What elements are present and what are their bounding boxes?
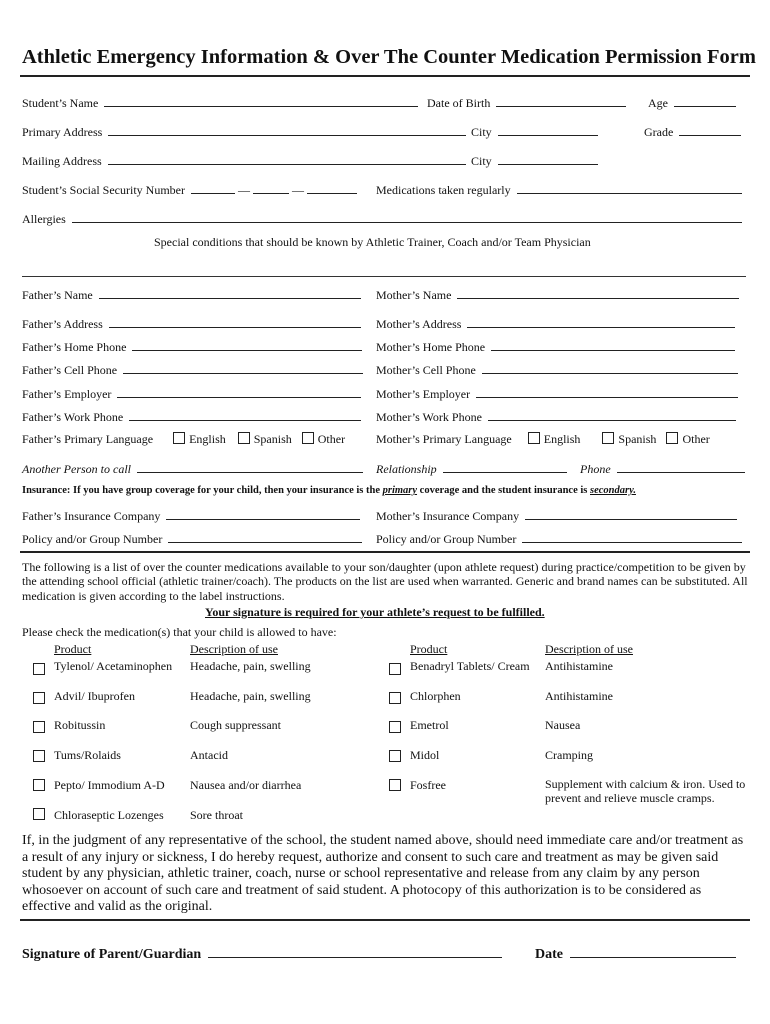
- ssn-label: Student’s Social Security Number: [22, 183, 185, 197]
- med-description: Antihistamine: [545, 689, 613, 703]
- mother-cell-phone-field[interactable]: [482, 362, 738, 374]
- mother-work-phone-label: Mother’s Work Phone: [376, 410, 482, 424]
- father-insurance-field[interactable]: [166, 508, 360, 520]
- medications-label: Medications taken regularly: [376, 183, 511, 197]
- right-product-header: Product: [410, 642, 448, 656]
- left-description-header: Description of use: [190, 642, 278, 656]
- father-english-checkbox[interactable]: [173, 432, 185, 444]
- date-label: Date: [535, 947, 563, 962]
- mother-language-label: Mother’s Primary Language: [376, 432, 512, 446]
- right-description-header: Description of use: [545, 642, 633, 656]
- grade-label: Grade: [644, 125, 674, 139]
- father-policy-label: Policy and/or Group Number: [22, 532, 163, 546]
- ssn-field-3[interactable]: [307, 182, 357, 194]
- med-description: Antihistamine: [545, 659, 613, 673]
- med-description: Cough suppressant: [190, 718, 281, 732]
- med-description: Headache, pain, swelling: [190, 659, 311, 673]
- grade-field[interactable]: [679, 124, 741, 136]
- otc-intro: The following is a list of over the counter medications available to your son/daughter (upon athlete request) during practice/competition to be given by the attending school official (athletic trainer/coach). The products on the list are used when warranted. Generic and brand names can be substituted. All medication is given according to the label instructions.: [22, 560, 748, 603]
- mother-insurance-label: Mother’s Insurance Company: [376, 509, 520, 523]
- father-cell-phone-label: Father’s Cell Phone: [22, 363, 118, 377]
- relationship-field[interactable]: [443, 461, 567, 473]
- relationship-label: Relationship: [376, 462, 437, 476]
- signature-label: Signature of Parent/Guardian: [22, 947, 202, 962]
- med-description: Headache, pain, swelling: [190, 689, 311, 703]
- mailing-city-label: City: [471, 154, 492, 168]
- father-spanish-label: Spanish: [253, 432, 292, 446]
- father-home-phone-label: Father’s Home Phone: [22, 340, 127, 354]
- father-policy-field[interactable]: [168, 531, 362, 543]
- phone-field[interactable]: [617, 461, 745, 473]
- mother-home-phone-field[interactable]: [491, 339, 735, 351]
- father-insurance-label: Father’s Insurance Company: [22, 509, 161, 523]
- med-checkbox-pepto[interactable]: [33, 779, 45, 791]
- med-checkbox-chlorphen[interactable]: [389, 692, 401, 704]
- med-checkbox-tylenol[interactable]: [33, 663, 45, 675]
- primary-city-field[interactable]: [498, 124, 598, 136]
- mother-employer-field[interactable]: [476, 386, 738, 398]
- ssn-field-1[interactable]: [191, 182, 235, 194]
- another-person-label: Another Person to call: [22, 462, 131, 476]
- mother-home-phone-label: Mother’s Home Phone: [376, 340, 486, 354]
- med-product: Chloraseptic Lozenges: [54, 808, 164, 822]
- section-divider: [20, 551, 750, 553]
- primary-address-label: Primary Address: [22, 125, 103, 139]
- med-description: Supplement with calcium & iron. Used to prevent and relieve muscle cramps.: [545, 777, 746, 806]
- med-product: Advil/ Ibuprofen: [54, 689, 135, 703]
- primary-city-label: City: [471, 125, 492, 139]
- med-product: Fosfree: [410, 778, 446, 792]
- another-person-field[interactable]: [137, 461, 363, 473]
- med-product: Tylenol/ Acetaminophen: [54, 659, 173, 673]
- left-product-header: Product: [54, 642, 92, 656]
- med-product: Benadryl Tablets/ Cream: [410, 659, 530, 673]
- med-description: Nausea and/or diarrhea: [190, 778, 302, 792]
- med-description: Cramping: [545, 748, 593, 762]
- med-product: Pepto/ Immodium A-D: [54, 778, 165, 792]
- mother-english-label: English: [543, 432, 581, 446]
- med-product: Tums/Rolaids: [54, 748, 121, 762]
- consent-rule: [20, 919, 750, 921]
- mother-name-label: Mother’s Name: [376, 288, 452, 302]
- father-employer-label: Father’s Employer: [22, 387, 112, 401]
- date-field[interactable]: [570, 944, 736, 958]
- father-address-label: Father’s Address: [22, 317, 103, 331]
- med-product: Chlorphen: [410, 689, 461, 703]
- father-name-label: Father’s Name: [22, 288, 93, 302]
- med-checkbox-midol[interactable]: [389, 750, 401, 762]
- med-checkbox-advil[interactable]: [33, 692, 45, 704]
- mother-work-phone-field[interactable]: [488, 409, 736, 421]
- father-work-phone-label: Father’s Work Phone: [22, 410, 124, 424]
- mother-spanish-label: Spanish: [618, 432, 657, 446]
- phone-label: Phone: [580, 462, 611, 476]
- special-conditions-field[interactable]: [22, 276, 746, 277]
- mother-policy-field[interactable]: [522, 531, 742, 543]
- med-description: Antacid: [190, 748, 228, 762]
- allergies-field[interactable]: [72, 211, 742, 223]
- med-product: Robitussin: [54, 718, 106, 732]
- med-product: Midol: [410, 748, 440, 762]
- student-name-field[interactable]: [104, 95, 418, 107]
- ssn-separator: —: [291, 183, 304, 197]
- mailing-address-field[interactable]: [108, 153, 466, 165]
- med-checkbox-emetrol[interactable]: [389, 721, 401, 733]
- signature-required-note: Your signature is required for your athlete’s request to be fulfilled.: [205, 605, 545, 619]
- mother-address-label: Mother’s Address: [376, 317, 462, 331]
- med-checkbox-fosfree[interactable]: [389, 779, 401, 791]
- mother-english-checkbox[interactable]: [528, 432, 540, 444]
- dob-label: Date of Birth: [427, 96, 491, 110]
- title-rule: [20, 75, 750, 77]
- primary-address-field[interactable]: [108, 124, 466, 136]
- form-title: Athletic Emergency Information & Over The Counter Medication Permission Form: [22, 46, 756, 68]
- father-other-label: Other: [317, 432, 346, 446]
- med-checkbox-robitussin[interactable]: [33, 721, 45, 733]
- father-address-field[interactable]: [109, 316, 361, 328]
- mother-other-label: Other: [682, 432, 710, 446]
- mother-policy-label: Policy and/or Group Number: [376, 532, 517, 546]
- father-other-checkbox[interactable]: [302, 432, 314, 444]
- dob-field[interactable]: [496, 95, 626, 107]
- special-conditions-label: Special conditions that should be known by Athletic Trainer, Coach and/or Team Physician: [154, 235, 591, 249]
- father-employer-field[interactable]: [117, 386, 361, 398]
- med-description: Nausea: [545, 718, 581, 732]
- mother-insurance-field[interactable]: [525, 508, 737, 520]
- mother-spanish-checkbox[interactable]: [602, 432, 614, 444]
- mother-cell-phone-label: Mother’s Cell Phone: [376, 363, 476, 377]
- mother-name-field[interactable]: [457, 287, 739, 299]
- medications-field[interactable]: [517, 182, 742, 194]
- mother-address-field[interactable]: [467, 316, 735, 328]
- father-work-phone-field[interactable]: [129, 409, 361, 421]
- father-language-label: Father’s Primary Language: [22, 432, 154, 446]
- father-english-label: English: [189, 432, 226, 446]
- mother-other-checkbox[interactable]: [666, 432, 678, 444]
- med-product: Emetrol: [410, 718, 449, 732]
- father-spanish-checkbox[interactable]: [238, 432, 250, 444]
- mother-employer-label: Mother’s Employer: [376, 387, 471, 401]
- mailing-city-field[interactable]: [498, 153, 598, 165]
- father-name-field[interactable]: [99, 287, 361, 299]
- allergies-label: Allergies: [22, 212, 66, 226]
- age-field[interactable]: [674, 95, 736, 107]
- insurance-note: Insurance: If you have group coverage for your child, then your insurance is the primary coverage and the student insurance is secondary.: [22, 485, 636, 496]
- mailing-address-label: Mailing Address: [22, 154, 102, 168]
- ssn-separator: —: [237, 183, 250, 197]
- ssn-field-2[interactable]: [253, 182, 289, 194]
- med-checkbox-chloraseptic[interactable]: [33, 808, 45, 820]
- student-name-label: Student’s Name: [22, 96, 99, 110]
- med-description: Sore throat: [190, 808, 243, 822]
- father-home-phone-field[interactable]: [132, 339, 362, 351]
- med-checkbox-tums[interactable]: [33, 750, 45, 762]
- check-prompt: Please check the medication(s) that your child is allowed to have:: [22, 625, 337, 639]
- med-checkbox-benadryl[interactable]: [389, 663, 401, 675]
- consent-paragraph: If, in the judgment of any representative of the school, the student named above, should need immediate care and/or treatment as a result of any injury or sickness, I do hereby request, authorize and consent to such care and treatment as may be given said student by any physician, athletic trainer, coach, nurse or school representative and release from any claim by any person whosoever on account of such care and treatment of said student. A photocopy of this authorization is to be considered as effective and valid as the original.: [22, 833, 744, 914]
- father-cell-phone-field[interactable]: [123, 362, 363, 374]
- age-label: Age: [648, 96, 668, 110]
- signature-field[interactable]: [208, 944, 502, 958]
